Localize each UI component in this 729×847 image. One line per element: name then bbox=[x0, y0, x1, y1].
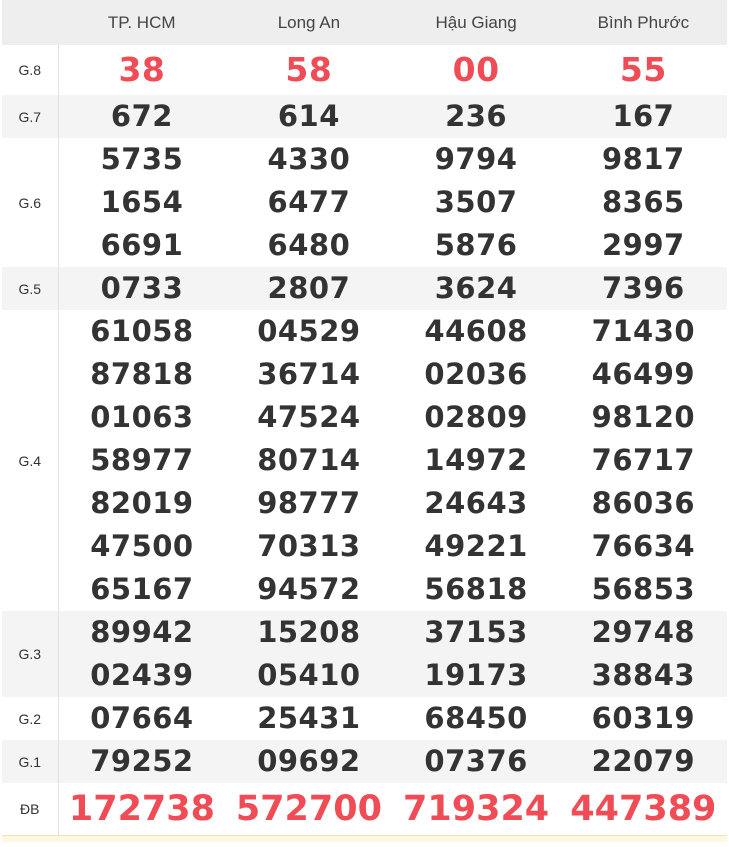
prize-number: 58 bbox=[285, 50, 333, 89]
prize-number-list bbox=[59, 267, 226, 310]
table-bottom-strip bbox=[2, 836, 727, 843]
prize-number: 3624 bbox=[434, 271, 518, 305]
prize-cell bbox=[393, 310, 560, 611]
prize-number: 236 bbox=[445, 99, 508, 133]
prize-cell bbox=[58, 138, 225, 267]
special-prize-number: 447389 bbox=[570, 789, 717, 829]
prize-number: 98120 bbox=[591, 400, 696, 434]
prize-number-list bbox=[560, 138, 727, 267]
prize-number: 1654 bbox=[100, 185, 184, 219]
prize-number: 98777 bbox=[257, 486, 361, 520]
prize-number: 8365 bbox=[602, 185, 685, 219]
prize-cell bbox=[58, 45, 225, 95]
prize-number-list bbox=[59, 138, 226, 267]
prize-number-list bbox=[560, 267, 727, 310]
prize-cell bbox=[560, 45, 727, 95]
prize-number: 44608 bbox=[424, 314, 528, 348]
prize-row-g3 bbox=[2, 611, 727, 697]
prize-number-list bbox=[225, 95, 392, 138]
prize-number-list bbox=[393, 95, 560, 138]
prize-number: 60319 bbox=[591, 701, 696, 735]
prize-row-g8 bbox=[2, 45, 727, 95]
prize-number: 00 bbox=[452, 50, 500, 89]
prize-number: 07664 bbox=[90, 701, 194, 735]
prize-number: 38843 bbox=[591, 658, 696, 692]
prize-number-list bbox=[59, 783, 226, 835]
lottery-results-table bbox=[2, 0, 727, 842]
prize-number-list bbox=[560, 611, 727, 697]
prize-number: 82019 bbox=[90, 486, 194, 520]
prize-label: G.7 bbox=[2, 95, 58, 138]
prize-number-list bbox=[59, 95, 226, 138]
prize-number-list bbox=[393, 697, 560, 740]
header-corner bbox=[2, 0, 58, 45]
prize-row-g6 bbox=[2, 138, 727, 267]
prize-row-g4 bbox=[2, 310, 727, 611]
prize-number-list bbox=[393, 267, 560, 310]
prize-number: 09692 bbox=[257, 744, 361, 778]
prize-number-list bbox=[560, 783, 727, 835]
prize-number-list bbox=[225, 267, 392, 310]
province-header-row bbox=[2, 0, 727, 45]
prize-number: 24643 bbox=[424, 486, 528, 520]
prize-number-list bbox=[225, 697, 392, 740]
prize-number: 47524 bbox=[257, 400, 361, 434]
prize-cell bbox=[393, 697, 560, 740]
prize-number-list bbox=[59, 611, 226, 697]
prize-number-list bbox=[560, 45, 727, 95]
prize-number-list bbox=[225, 783, 392, 835]
prize-number: 89942 bbox=[90, 615, 194, 649]
prize-number: 36714 bbox=[257, 357, 361, 391]
prize-number: 02036 bbox=[424, 357, 528, 391]
prize-number: 25431 bbox=[257, 701, 361, 735]
prize-number: 71430 bbox=[591, 314, 696, 348]
prize-number: 9794 bbox=[434, 142, 518, 176]
prize-cell bbox=[393, 95, 560, 138]
prize-number: 07376 bbox=[424, 744, 528, 778]
prize-cell bbox=[560, 138, 727, 267]
special-prize-number: 572700 bbox=[235, 789, 382, 829]
prize-cell bbox=[58, 310, 225, 611]
prize-number-list bbox=[225, 310, 392, 611]
prize-cell bbox=[225, 740, 392, 783]
prize-number: 2997 bbox=[602, 228, 685, 262]
prize-number-list bbox=[59, 697, 226, 740]
prize-number: 05410 bbox=[257, 658, 361, 692]
prize-number-list bbox=[59, 310, 226, 611]
prize-number-list bbox=[225, 138, 392, 267]
prize-label: G.3 bbox=[2, 611, 58, 697]
prize-number-list bbox=[59, 45, 226, 95]
province-header[interactable]: Bình Phước bbox=[597, 12, 690, 32]
prize-number: 01063 bbox=[90, 400, 194, 434]
prize-number: 6691 bbox=[100, 228, 184, 262]
prize-label: G.1 bbox=[2, 740, 58, 783]
prize-number-list bbox=[393, 310, 560, 611]
prize-number: 38 bbox=[118, 50, 166, 89]
prize-number-list bbox=[225, 611, 392, 697]
prize-number: 2807 bbox=[267, 271, 351, 305]
prize-number-list bbox=[393, 611, 560, 697]
prize-label: ĐB bbox=[2, 783, 58, 836]
prize-number: 02809 bbox=[424, 400, 528, 434]
prize-cell bbox=[225, 783, 392, 836]
prize-cell bbox=[58, 783, 225, 836]
prize-number-list bbox=[393, 740, 560, 783]
prize-number: 5876 bbox=[434, 228, 518, 262]
prize-number: 614 bbox=[277, 99, 340, 133]
prize-number: 68450 bbox=[424, 701, 528, 735]
prize-number: 14972 bbox=[424, 443, 528, 477]
prize-number: 4330 bbox=[267, 142, 351, 176]
prize-cell bbox=[225, 138, 392, 267]
prize-number: 56853 bbox=[591, 572, 696, 606]
prize-number-list bbox=[225, 45, 392, 95]
prize-cell bbox=[393, 138, 560, 267]
prize-number: 76634 bbox=[591, 529, 696, 563]
prize-rows bbox=[2, 45, 727, 842]
bottom-strip-cell bbox=[2, 836, 727, 843]
prize-number: 76717 bbox=[591, 443, 696, 477]
prize-cell bbox=[58, 740, 225, 783]
prize-number: 29748 bbox=[591, 615, 696, 649]
prize-cell bbox=[560, 267, 727, 310]
prize-number: 37153 bbox=[424, 615, 528, 649]
prize-cell bbox=[58, 611, 225, 697]
prize-cell bbox=[560, 740, 727, 783]
prize-number: 47500 bbox=[90, 529, 194, 563]
prize-number: 79252 bbox=[90, 744, 194, 778]
province-header[interactable]: TP. HCM bbox=[107, 12, 176, 32]
prize-number-list bbox=[393, 45, 560, 95]
prize-label: G.2 bbox=[2, 697, 58, 740]
prize-cell bbox=[393, 267, 560, 310]
prize-number: 672 bbox=[110, 99, 173, 133]
prize-cell bbox=[225, 95, 392, 138]
prize-cell bbox=[560, 611, 727, 697]
prize-number: 3507 bbox=[434, 185, 518, 219]
prize-number: 6477 bbox=[267, 185, 351, 219]
prize-label: G.5 bbox=[2, 267, 58, 310]
prize-number: 19173 bbox=[424, 658, 528, 692]
prize-number: 04529 bbox=[257, 314, 361, 348]
prize-number-list bbox=[560, 740, 727, 783]
prize-number: 56818 bbox=[424, 572, 528, 606]
prize-number: 80714 bbox=[257, 443, 361, 477]
prize-cell bbox=[560, 310, 727, 611]
prize-cell bbox=[393, 740, 560, 783]
prize-row-g1 bbox=[2, 740, 727, 783]
prize-number-list bbox=[393, 783, 560, 835]
prize-number: 5735 bbox=[100, 142, 184, 176]
province-header[interactable]: Hậu Giang bbox=[435, 12, 517, 32]
prize-number: 86036 bbox=[591, 486, 696, 520]
prize-cell bbox=[225, 310, 392, 611]
prize-label: G.4 bbox=[2, 310, 58, 611]
prize-row-db bbox=[2, 783, 727, 836]
prize-number: 70313 bbox=[257, 529, 361, 563]
prize-cell bbox=[560, 697, 727, 740]
prize-cell bbox=[58, 697, 225, 740]
prize-number-list bbox=[393, 138, 560, 267]
prize-number: 7396 bbox=[602, 271, 685, 305]
province-header[interactable]: Long An bbox=[277, 12, 341, 32]
prize-number: 61058 bbox=[90, 314, 194, 348]
prize-number-list bbox=[59, 740, 226, 783]
prize-number: 87818 bbox=[90, 357, 194, 391]
prize-number: 9817 bbox=[602, 142, 685, 176]
prize-number-list bbox=[560, 697, 727, 740]
prize-row-g2 bbox=[2, 697, 727, 740]
special-prize-number: 719324 bbox=[403, 789, 550, 829]
prize-number-list bbox=[560, 95, 727, 138]
prize-number: 46499 bbox=[591, 357, 696, 391]
prize-number-list bbox=[225, 740, 392, 783]
prize-cell bbox=[393, 783, 560, 836]
special-prize-number: 172738 bbox=[68, 789, 215, 829]
prize-row-g7 bbox=[2, 95, 727, 138]
prize-number: 49221 bbox=[424, 529, 528, 563]
prize-number: 6480 bbox=[267, 228, 351, 262]
prize-label: G.8 bbox=[2, 45, 58, 95]
prize-cell bbox=[225, 697, 392, 740]
prize-number-list bbox=[560, 310, 727, 611]
prize-row-g5 bbox=[2, 267, 727, 310]
prize-cell bbox=[58, 267, 225, 310]
prize-number: 58977 bbox=[90, 443, 194, 477]
prize-cell bbox=[58, 95, 225, 138]
prize-label: G.6 bbox=[2, 138, 58, 267]
prize-number: 65167 bbox=[90, 572, 194, 606]
prize-number: 22079 bbox=[591, 744, 696, 778]
prize-number: 15208 bbox=[257, 615, 361, 649]
prize-cell bbox=[393, 45, 560, 95]
prize-number: 0733 bbox=[100, 271, 184, 305]
prize-cell bbox=[560, 783, 727, 836]
prize-number: 55 bbox=[619, 50, 667, 89]
prize-number: 02439 bbox=[90, 658, 194, 692]
prize-number: 94572 bbox=[257, 572, 361, 606]
prize-cell bbox=[225, 611, 392, 697]
prize-cell bbox=[225, 267, 392, 310]
prize-number: 167 bbox=[612, 99, 675, 133]
prize-cell bbox=[393, 611, 560, 697]
prize-cell bbox=[560, 95, 727, 138]
prize-cell bbox=[225, 45, 392, 95]
